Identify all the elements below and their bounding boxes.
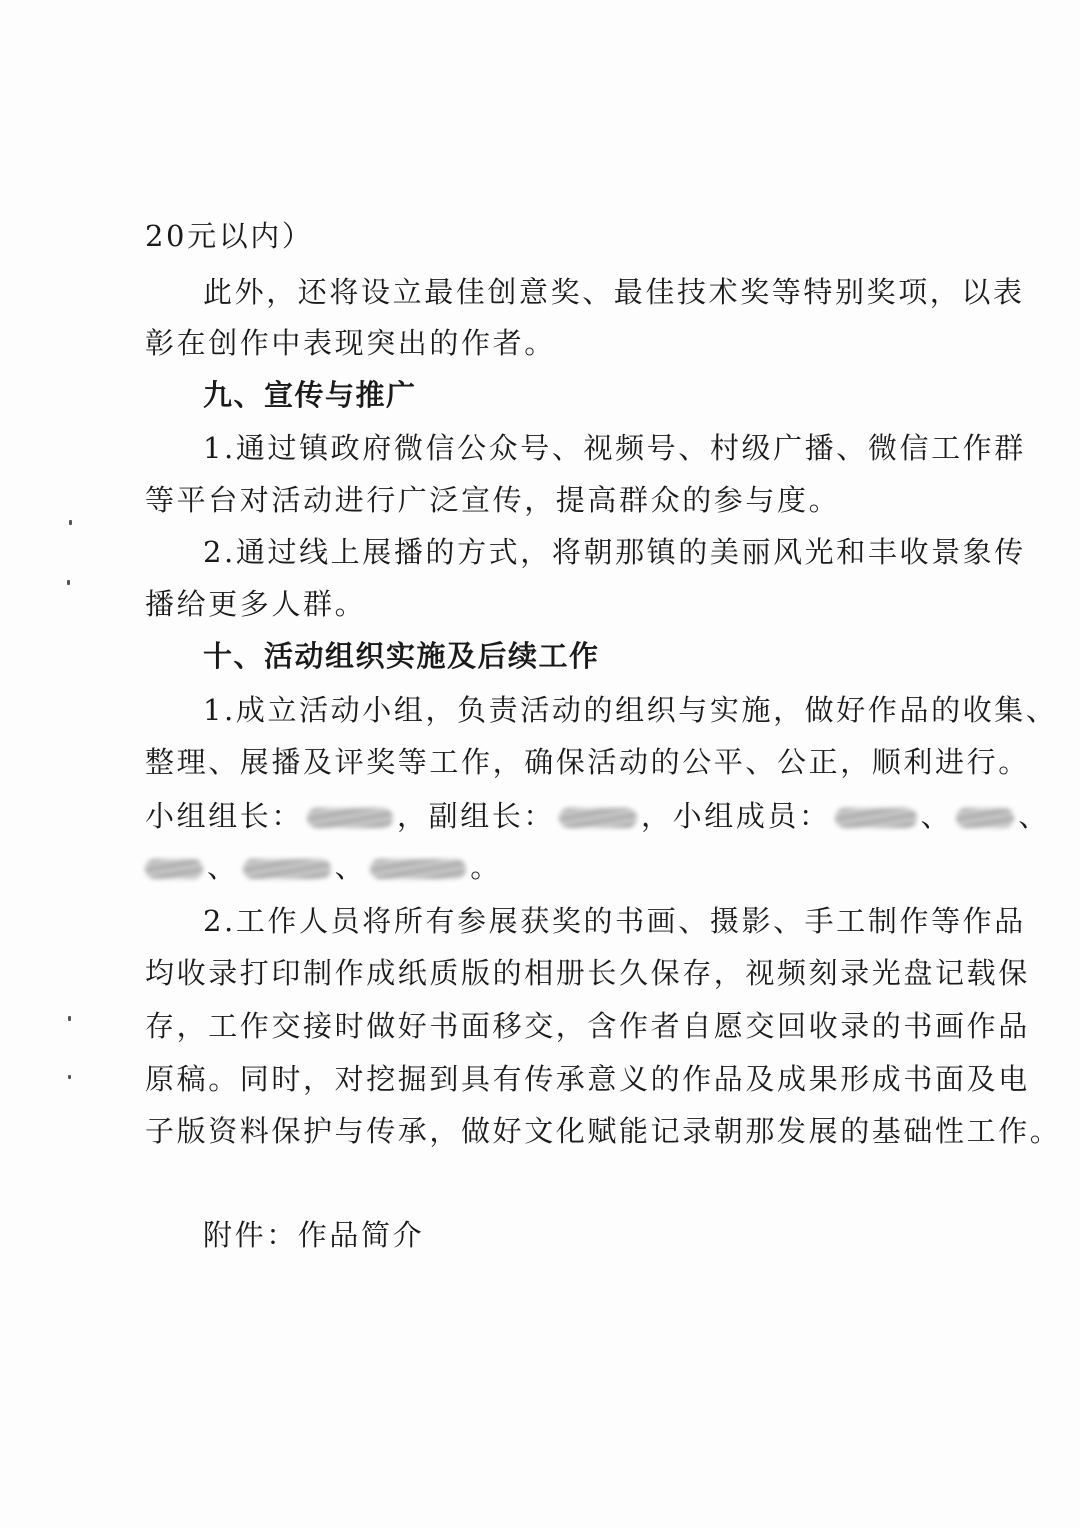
text-line-promotion-2-cont: 播给更多人群。 — [145, 587, 367, 621]
redacted-name — [307, 808, 393, 828]
text-line-archive-2: 均收录打印制作成纸质版的相册长久保存，视频刻录光盘记载保 — [145, 956, 1030, 990]
scan-speck — [68, 1016, 71, 1021]
scan-speck — [67, 580, 70, 585]
leader-label: 小组组长： — [145, 799, 304, 833]
text-line-archive-5: 子版资料保护与传承，做好文化赋能记录朝那发展的基础性工作。 — [145, 1114, 1062, 1148]
text-line-archive-4: 原稿。同时，对挖掘到具有传承意义的作品及成果形成书面及电 — [145, 1062, 1030, 1096]
scan-speck — [69, 520, 72, 525]
redacted-name — [835, 808, 917, 828]
separator: 、 — [1018, 799, 1050, 833]
separator: 、 — [207, 850, 239, 884]
redacted-name — [370, 859, 466, 879]
text-line-team-members — [145, 847, 945, 887]
members-label: ，小组成员： — [641, 799, 831, 833]
text-line-team-leaders — [145, 796, 1050, 836]
redacted-name — [145, 859, 203, 879]
text-line-organization-1: 1.成立活动小组，负责活动的组织与实施，做好作品的收集、 — [203, 693, 1058, 727]
text-line-organization-1-cont: 整理、展播及评奖等工作，确保活动的公平、公正，顺利进行。 — [145, 745, 1030, 779]
redacted-name — [956, 808, 1014, 828]
section-heading-promotion: 九、宣传与推广 — [203, 378, 417, 412]
text-line-promotion-1-cont: 等平台对活动进行广泛宣传，提高群众的参与度。 — [145, 483, 841, 517]
attachment-note: 附件：作品简介 — [203, 1218, 425, 1252]
redacted-name — [243, 859, 331, 879]
section-heading-organization: 十、活动组织实施及后续工作 — [203, 639, 600, 673]
text-line-special-awards: 此外，还将设立最佳创意奖、最佳技术奖等特别奖项，以表 — [203, 275, 1025, 309]
separator: 、 — [334, 850, 367, 884]
period: 。 — [470, 850, 502, 884]
text-line-promotion-1: 1.通过镇政府微信公众号、视频号、村级广播、微信工作群 — [203, 431, 1026, 465]
text-line-archive-3: 存，工作交接时做好书面移交，含作者自愿交回收录的书画作品 — [145, 1009, 1030, 1043]
redacted-name — [559, 808, 637, 828]
separator: 、 — [920, 799, 953, 833]
scan-speck — [68, 1075, 71, 1079]
deputy-label: ，副组长： — [397, 799, 556, 833]
text-line-award-tail: 20元以内） — [145, 219, 314, 253]
text-line-archive-1: 2.工作人员将所有参展获奖的书画、摄影、手工制作等作品 — [203, 904, 1026, 938]
text-line-promotion-2: 2.通过线上展播的方式，将朝那镇的美丽风光和丰收景象传 — [203, 535, 1026, 569]
text-line-special-awards-cont: 彰在创作中表现突出的作者。 — [145, 326, 556, 360]
